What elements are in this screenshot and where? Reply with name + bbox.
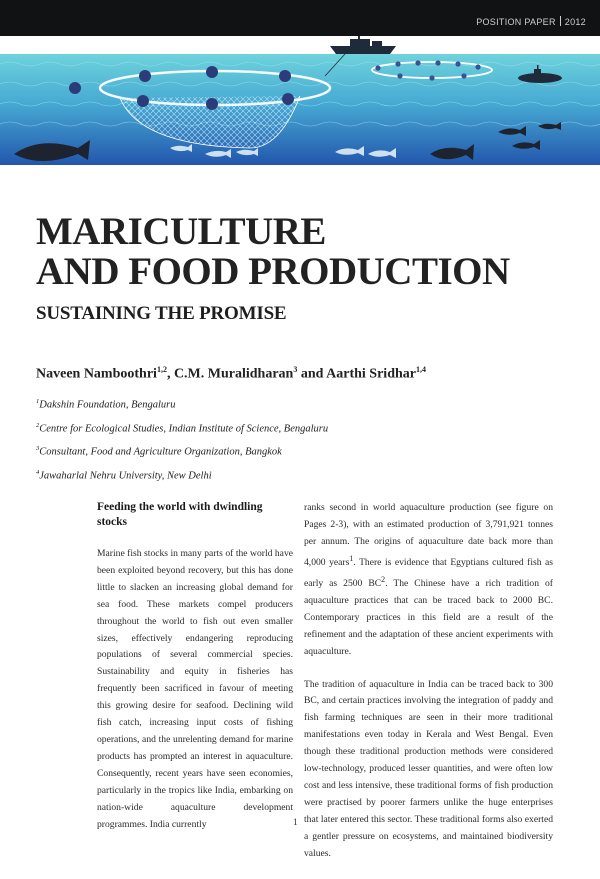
page-title <box>36 212 510 292</box>
paragraph-text: ranks second in world aquaculture production (see figure on Pages 2-3), with an estimated production of 3,791,921 tonnes per annum. The origins of aquaculture date back more than 4,000 years <box>304 502 553 568</box>
footnote-mark: 2 <box>381 574 386 584</box>
body-column-left <box>97 500 293 849</box>
body-paragraph: Marine fish stocks in many parts of the world have been exploited beyond recovery, but this has done little to slacken an increasing global demand for sea food. These markets compel producers throughout the world to fish out even smaller sizes, effectively endangering reproducing populations of several commercial species. Sustainability and equity in fisheries has frequently been sacrificed in favour of meeting this growing desire for seafood. Declining wild fish catch, increasing input costs of fishing operations, and the unrelenting demand for marine products has prompted an interest in aquaculture. Consequently, recent years have seen economies, particularly in the tropics like India, embarking on nation-wide aquaculture development programmes. India currently <box>97 548 293 830</box>
affiliation-item <box>36 439 328 463</box>
paragraph-text: . The Chinese have a rich tradition of aquaculture practices that can be traced back to 2000 BC. Contemporary practices in this field are a result of the refinement and the adaptation of these ancient experiments with aquaculture. <box>304 578 553 657</box>
header-year: 2012 <box>564 17 586 27</box>
affiliation-item <box>36 392 328 416</box>
header-label <box>476 16 586 27</box>
position-paper-label: POSITION PAPER <box>476 17 556 27</box>
affiliation-text: Consultant, Food and Agriculture Organization, Bangkok <box>39 446 282 458</box>
author-name: C.M. Muralidharan <box>173 366 294 382</box>
affiliation-number: 1 <box>36 398 40 405</box>
body-paragraph: The tradition of aquaculture in India can be traced back to 300 BC, and certain practices involving the integration of paddy and fish farming techniques are seen in their more traditional manifestations even today in Kerala and West Bengal. Even though these traditional production methods were considered low-technology, produced lesser quantities, and were often low cost and less intensive, these traditional forms of fish production were practised by poorer farmers unlike the huge enterprises that later entered this sector. These traditional forms also exerted a gentler pressure on ecosystems, and maintained biodiversity values. <box>304 678 553 859</box>
affiliation-text: Centre for Ecological Studies, Indian Institute of Science, Bengaluru <box>39 423 329 434</box>
affiliation-number: 4 <box>36 468 40 476</box>
page-number: 1 <box>293 818 298 828</box>
author-name: Naveen Namboothri <box>36 366 157 382</box>
affiliation-number: 3 <box>36 445 40 452</box>
affiliation-text: Dakshin Foundation, Bengaluru <box>39 399 176 411</box>
author-affiliation-mark: 3 <box>293 365 298 374</box>
affiliation-item <box>36 416 328 440</box>
footnote-mark: 1 <box>349 553 354 563</box>
header-divider <box>560 16 561 26</box>
title-line-2: AND FOOD PRODUCTION <box>36 250 510 293</box>
page-subtitle: SUSTAINING THE PROMISE <box>36 303 287 324</box>
author-separator: and <box>297 366 327 382</box>
section-heading: Feeding the world with dwindling stocks <box>97 501 263 528</box>
author-affiliation-mark: 1,2 <box>156 365 167 374</box>
author-name: Aarthi Sridhar <box>326 366 416 382</box>
author-affiliation-mark: 1,4 <box>415 365 426 374</box>
body-column-right <box>304 500 553 879</box>
affiliation-text: Jawaharlal Nehru University, New Delhi <box>39 470 212 481</box>
ocean-banner <box>0 36 600 165</box>
affiliation-item <box>36 463 328 487</box>
author-separator: , <box>166 366 174 382</box>
author-list <box>36 365 426 383</box>
affiliation-list <box>36 392 328 486</box>
title-line-1: MARICULTURE <box>36 210 326 253</box>
paragraph-text: . There is evidence that Egyptians cultured fish as early as 2500 BC <box>304 556 554 589</box>
affiliation-number: 2 <box>36 421 40 429</box>
header-bar <box>0 0 600 36</box>
body-paragraph <box>304 500 553 661</box>
